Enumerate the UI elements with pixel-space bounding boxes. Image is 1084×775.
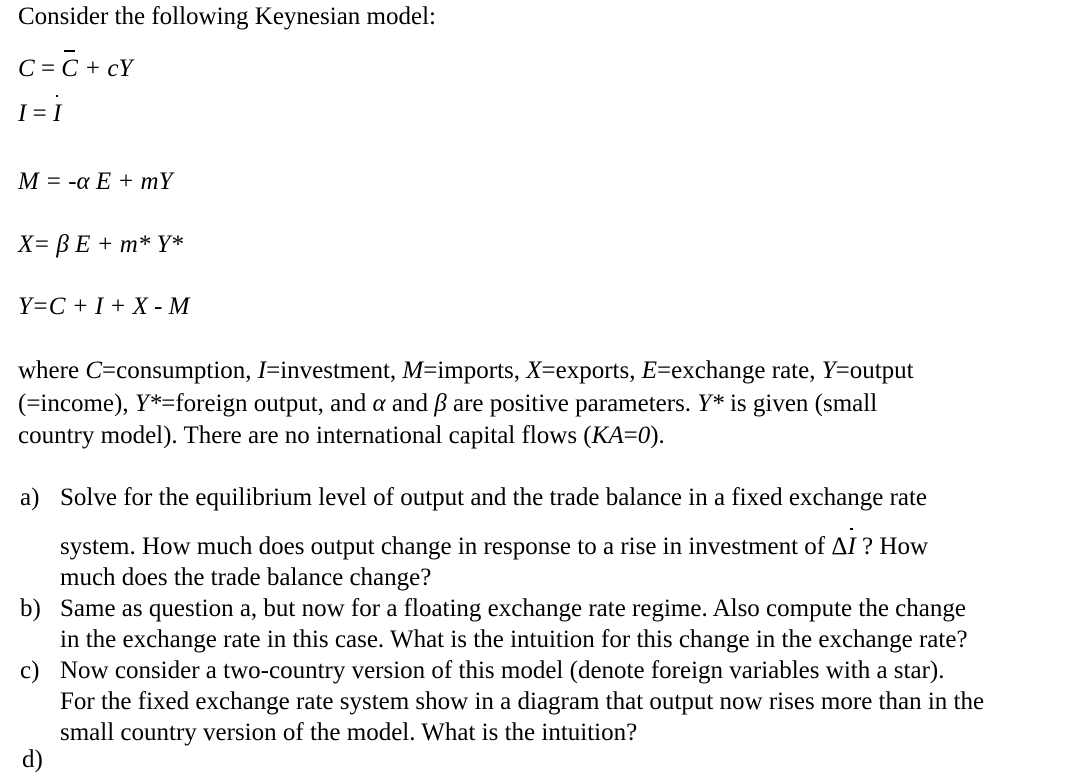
eq-i-lhs: I — [18, 100, 27, 127]
overbar — [64, 50, 75, 52]
eq-c-autonomous — [61, 54, 78, 84]
text: =exports, — [541, 357, 642, 384]
text: are positive parameters. — [446, 390, 698, 417]
var-beta: β — [434, 390, 447, 417]
question-c-line-2: For the fixed exchange rate system show in a diagram that output now rises more than in the — [60, 688, 985, 715]
equation-identity: Y=C + I + X - M — [18, 293, 190, 320]
definitions-line-3 — [18, 421, 665, 451]
question-b-label: b) — [20, 595, 41, 622]
text: = — [623, 422, 638, 449]
text: ). — [650, 422, 665, 449]
var-m: M — [402, 357, 424, 384]
equation-investment — [18, 99, 61, 129]
var-x: X — [526, 357, 542, 384]
eq-i-bar-symbol: I — [52, 100, 62, 127]
overbar — [850, 528, 852, 530]
var-alpha: α — [372, 390, 386, 417]
text: =imports, — [423, 357, 527, 384]
delta-investment — [847, 532, 855, 562]
eq-i-equals: = — [26, 100, 53, 127]
definitions-line-2 — [18, 389, 877, 419]
text: =foreign output, and — [161, 390, 373, 417]
eq-c-lhs: C — [18, 55, 35, 82]
var-i: I — [257, 357, 267, 384]
var-zero: 0 — [637, 422, 651, 449]
text: (=income), — [18, 390, 135, 417]
question-a-line-1: Solve for the equilibrium level of output and the trade balance in a fixed exchange rate — [60, 484, 928, 511]
var-ystar: Y* — [697, 390, 724, 417]
text: where — [18, 357, 86, 384]
text: =exchange rate, — [657, 357, 822, 384]
question-c-line-1: Now consider a two-country version of this model (denote foreign variables with a star). — [60, 657, 945, 684]
text: and — [385, 390, 435, 417]
question-c-label: c) — [20, 657, 40, 684]
definitions-line-1 — [18, 356, 914, 386]
var-ystar: Y* — [134, 390, 162, 417]
var-i: I — [847, 533, 856, 560]
text: ? How — [855, 533, 929, 560]
intro-text: Consider the following Keynesian model: — [18, 3, 436, 30]
question-c-line-3: small country version of the model. What is the intuition? — [60, 719, 638, 746]
text: system. How much does output change in response to a rise in investment of — [60, 533, 832, 560]
equation-exports: X= β E + m* Y* — [18, 231, 183, 258]
equation-consumption — [18, 54, 132, 84]
question-b-line-2: in the exchange rate in this case. What is the intuition for this change in the exchange rate? — [60, 626, 968, 653]
question-a-line-3: much does the trade balance change? — [60, 564, 432, 591]
question-d-label-cutoff: d) — [22, 746, 43, 773]
eq-c-equals: = — [34, 55, 62, 82]
var-y: Y — [821, 357, 836, 384]
var-e: E — [641, 357, 658, 384]
question-a-line-2 — [60, 532, 928, 562]
equation-imports: M = -α E + mY — [18, 168, 173, 195]
question-b-line-1: Same as question a, but now for a floating exchange rate regime. Also compute the change — [60, 595, 966, 622]
overbar — [56, 95, 58, 97]
question-a-label: a) — [20, 484, 40, 511]
var-ka: KA — [591, 422, 624, 449]
text: is given (small — [723, 390, 878, 417]
text: =output — [835, 357, 914, 384]
text: =consumption, — [102, 357, 258, 384]
text: country model). There are no international capital flows ( — [18, 422, 592, 449]
delta-symbol: Δ — [831, 533, 848, 560]
eq-c-rest: + cY — [77, 55, 133, 82]
var-c: C — [85, 357, 103, 384]
eq-c-bar-symbol: C — [61, 55, 78, 82]
eq-i-autonomous — [53, 99, 61, 129]
text: =investment, — [266, 357, 403, 384]
